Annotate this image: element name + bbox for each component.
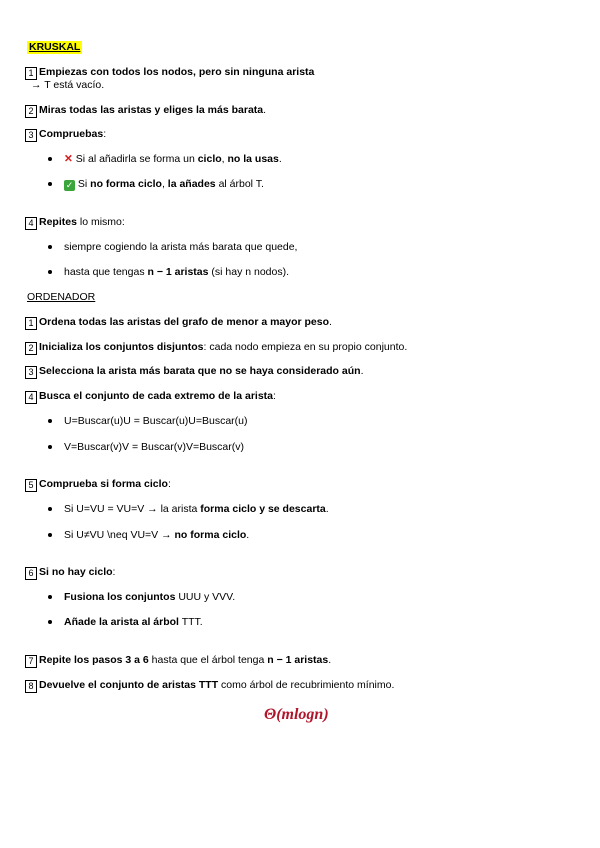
step-punct: :: [167, 478, 171, 490]
ordenador-step-6: [25, 566, 115, 580]
complexity-formula: Θ(mlogn): [264, 706, 329, 723]
step-number: 1: [25, 67, 37, 80]
step-rest: como árbol de recubrimiento mínimo.: [218, 679, 395, 691]
text-bold: forma ciclo y se descarta: [200, 503, 326, 515]
text: al árbol T.: [215, 178, 264, 190]
ordenador-step-6-bullet-1: [64, 591, 235, 604]
step-text: Comprueba si forma ciclo: [39, 478, 168, 490]
step-text: Devuelve el conjunto de aristas TTT: [39, 679, 219, 691]
step-number: 5: [25, 479, 37, 492]
text-bold: Añade la arista al árbol: [64, 616, 179, 628]
step-text: Repite los pasos 3 a 6: [39, 654, 149, 666]
step-text: Empiezas con todos los nodos, pero sin ninguna arista: [39, 66, 315, 78]
text: Si: [75, 178, 91, 190]
bullet: [48, 445, 52, 449]
ordenador-step-4-bullet-1: U=Buscar(u)U = Buscar(u)U=Buscar(u): [64, 415, 248, 427]
kruskal-step-4-bullet-2: [64, 266, 289, 279]
ordenador-step-8: [25, 679, 394, 693]
kruskal-step-1: [25, 66, 314, 80]
text: .: [325, 503, 329, 515]
ordenador-step-3: [25, 365, 363, 379]
ordenador-step-5-bullet-2: [64, 529, 249, 542]
text-bold: la añades: [167, 178, 216, 190]
text: .: [278, 153, 282, 165]
step-text: Selecciona la arista más barata que no se haya considerado aún: [39, 365, 361, 377]
step-punct: .: [360, 365, 364, 377]
text: UUU y VVV.: [175, 591, 236, 603]
bullet: [48, 620, 52, 624]
step-number: 2: [25, 105, 37, 118]
step-text: Busca el conjunto de cada extremo de la arista: [39, 390, 273, 402]
kruskal-step-3-bullet-1: [64, 153, 282, 166]
ordenador-step-4-bullet-2: V=Buscar(v)V = Buscar(v)V=Buscar(v): [64, 441, 245, 453]
text: Si al añadirla se forma un: [72, 153, 198, 165]
text-bold: no la usas: [227, 153, 279, 165]
step-rest: lo mismo:: [76, 216, 125, 228]
text: ,: [221, 153, 228, 165]
text: hasta que tengas: [64, 266, 148, 278]
step-text: Ordena todas las aristas del grafo de menor a mayor peso: [39, 316, 330, 328]
bullet: [48, 157, 52, 161]
text: TTT.: [178, 616, 203, 628]
ordenador-step-2: [25, 341, 407, 355]
step-text: Inicializa los conjuntos disjuntos: [39, 341, 204, 353]
kruskal-step-4-bullet-1: siempre cogiendo la arista más barata que quede,: [64, 241, 298, 253]
ordenador-step-5-bullet-1: [64, 503, 329, 516]
text-bold: Fusiona los conjuntos: [64, 591, 176, 603]
ordenador-title: ORDENADOR: [27, 291, 96, 303]
text-bold: no forma ciclo: [90, 178, 162, 190]
text: .: [246, 529, 250, 541]
step-punct: :: [103, 128, 107, 140]
text-bold: n − 1 aristas: [147, 266, 209, 278]
step-number: 2: [25, 342, 37, 355]
cross-mark-icon: ✕: [64, 153, 73, 165]
text-bold: n − 1 aristas: [267, 654, 329, 666]
check-mark-icon: ✓: [65, 180, 74, 190]
kruskal-step-1-note: → T está vacío.: [31, 79, 105, 91]
step-punct: :: [273, 390, 276, 402]
kruskal-step-4: [25, 216, 125, 230]
bullet: [48, 419, 52, 423]
kruskal-title: KRUSKAL: [29, 41, 81, 53]
step-text: Compruebas: [39, 128, 104, 140]
ordenador-step-4: [25, 390, 276, 404]
step-number: 4: [25, 217, 37, 230]
step-number: 3: [25, 129, 37, 142]
text-bold: ciclo: [197, 153, 222, 165]
step-number: 7: [25, 655, 37, 668]
bullet: [48, 507, 52, 511]
step-text: Si no hay ciclo: [39, 566, 113, 578]
text-bold: no forma ciclo: [174, 529, 247, 541]
step-text: Miras todas las aristas y eliges la más barata: [39, 104, 264, 116]
step-punct: .: [329, 316, 332, 328]
ordenador-step-7: [25, 654, 331, 668]
bullet: [48, 182, 52, 186]
step-punct: :: [112, 566, 116, 578]
bullet: [48, 595, 52, 599]
text: (si hay n nodos).: [208, 266, 290, 278]
step-number: 1: [25, 317, 37, 330]
bullet: [48, 533, 52, 537]
text: hasta que el árbol tenga: [148, 654, 268, 666]
step-number: 6: [25, 567, 37, 580]
bullet: [48, 270, 52, 274]
text: Si U=VU = VU=V → la arista: [64, 503, 201, 515]
step-number: 4: [25, 391, 37, 404]
bullet: [48, 245, 52, 249]
kruskal-step-3-bullet-2: [64, 178, 264, 191]
step-punct: .: [263, 104, 267, 116]
kruskal-step-2: [25, 104, 266, 118]
step-number: 3: [25, 366, 37, 379]
text: Si U≠VU \neq VU=V →: [64, 529, 175, 541]
kruskal-step-3: [25, 128, 106, 142]
text: ,: [161, 178, 168, 190]
step-punct: .: [328, 654, 332, 666]
ordenador-step-5: [25, 478, 171, 492]
step-text: Repites: [39, 216, 77, 228]
step-number: 8: [25, 680, 37, 693]
ordenador-step-6-bullet-2: [64, 616, 203, 629]
ordenador-step-1: [25, 316, 332, 330]
step-rest: : cada nodo empieza en su propio conjunto.: [203, 341, 408, 353]
